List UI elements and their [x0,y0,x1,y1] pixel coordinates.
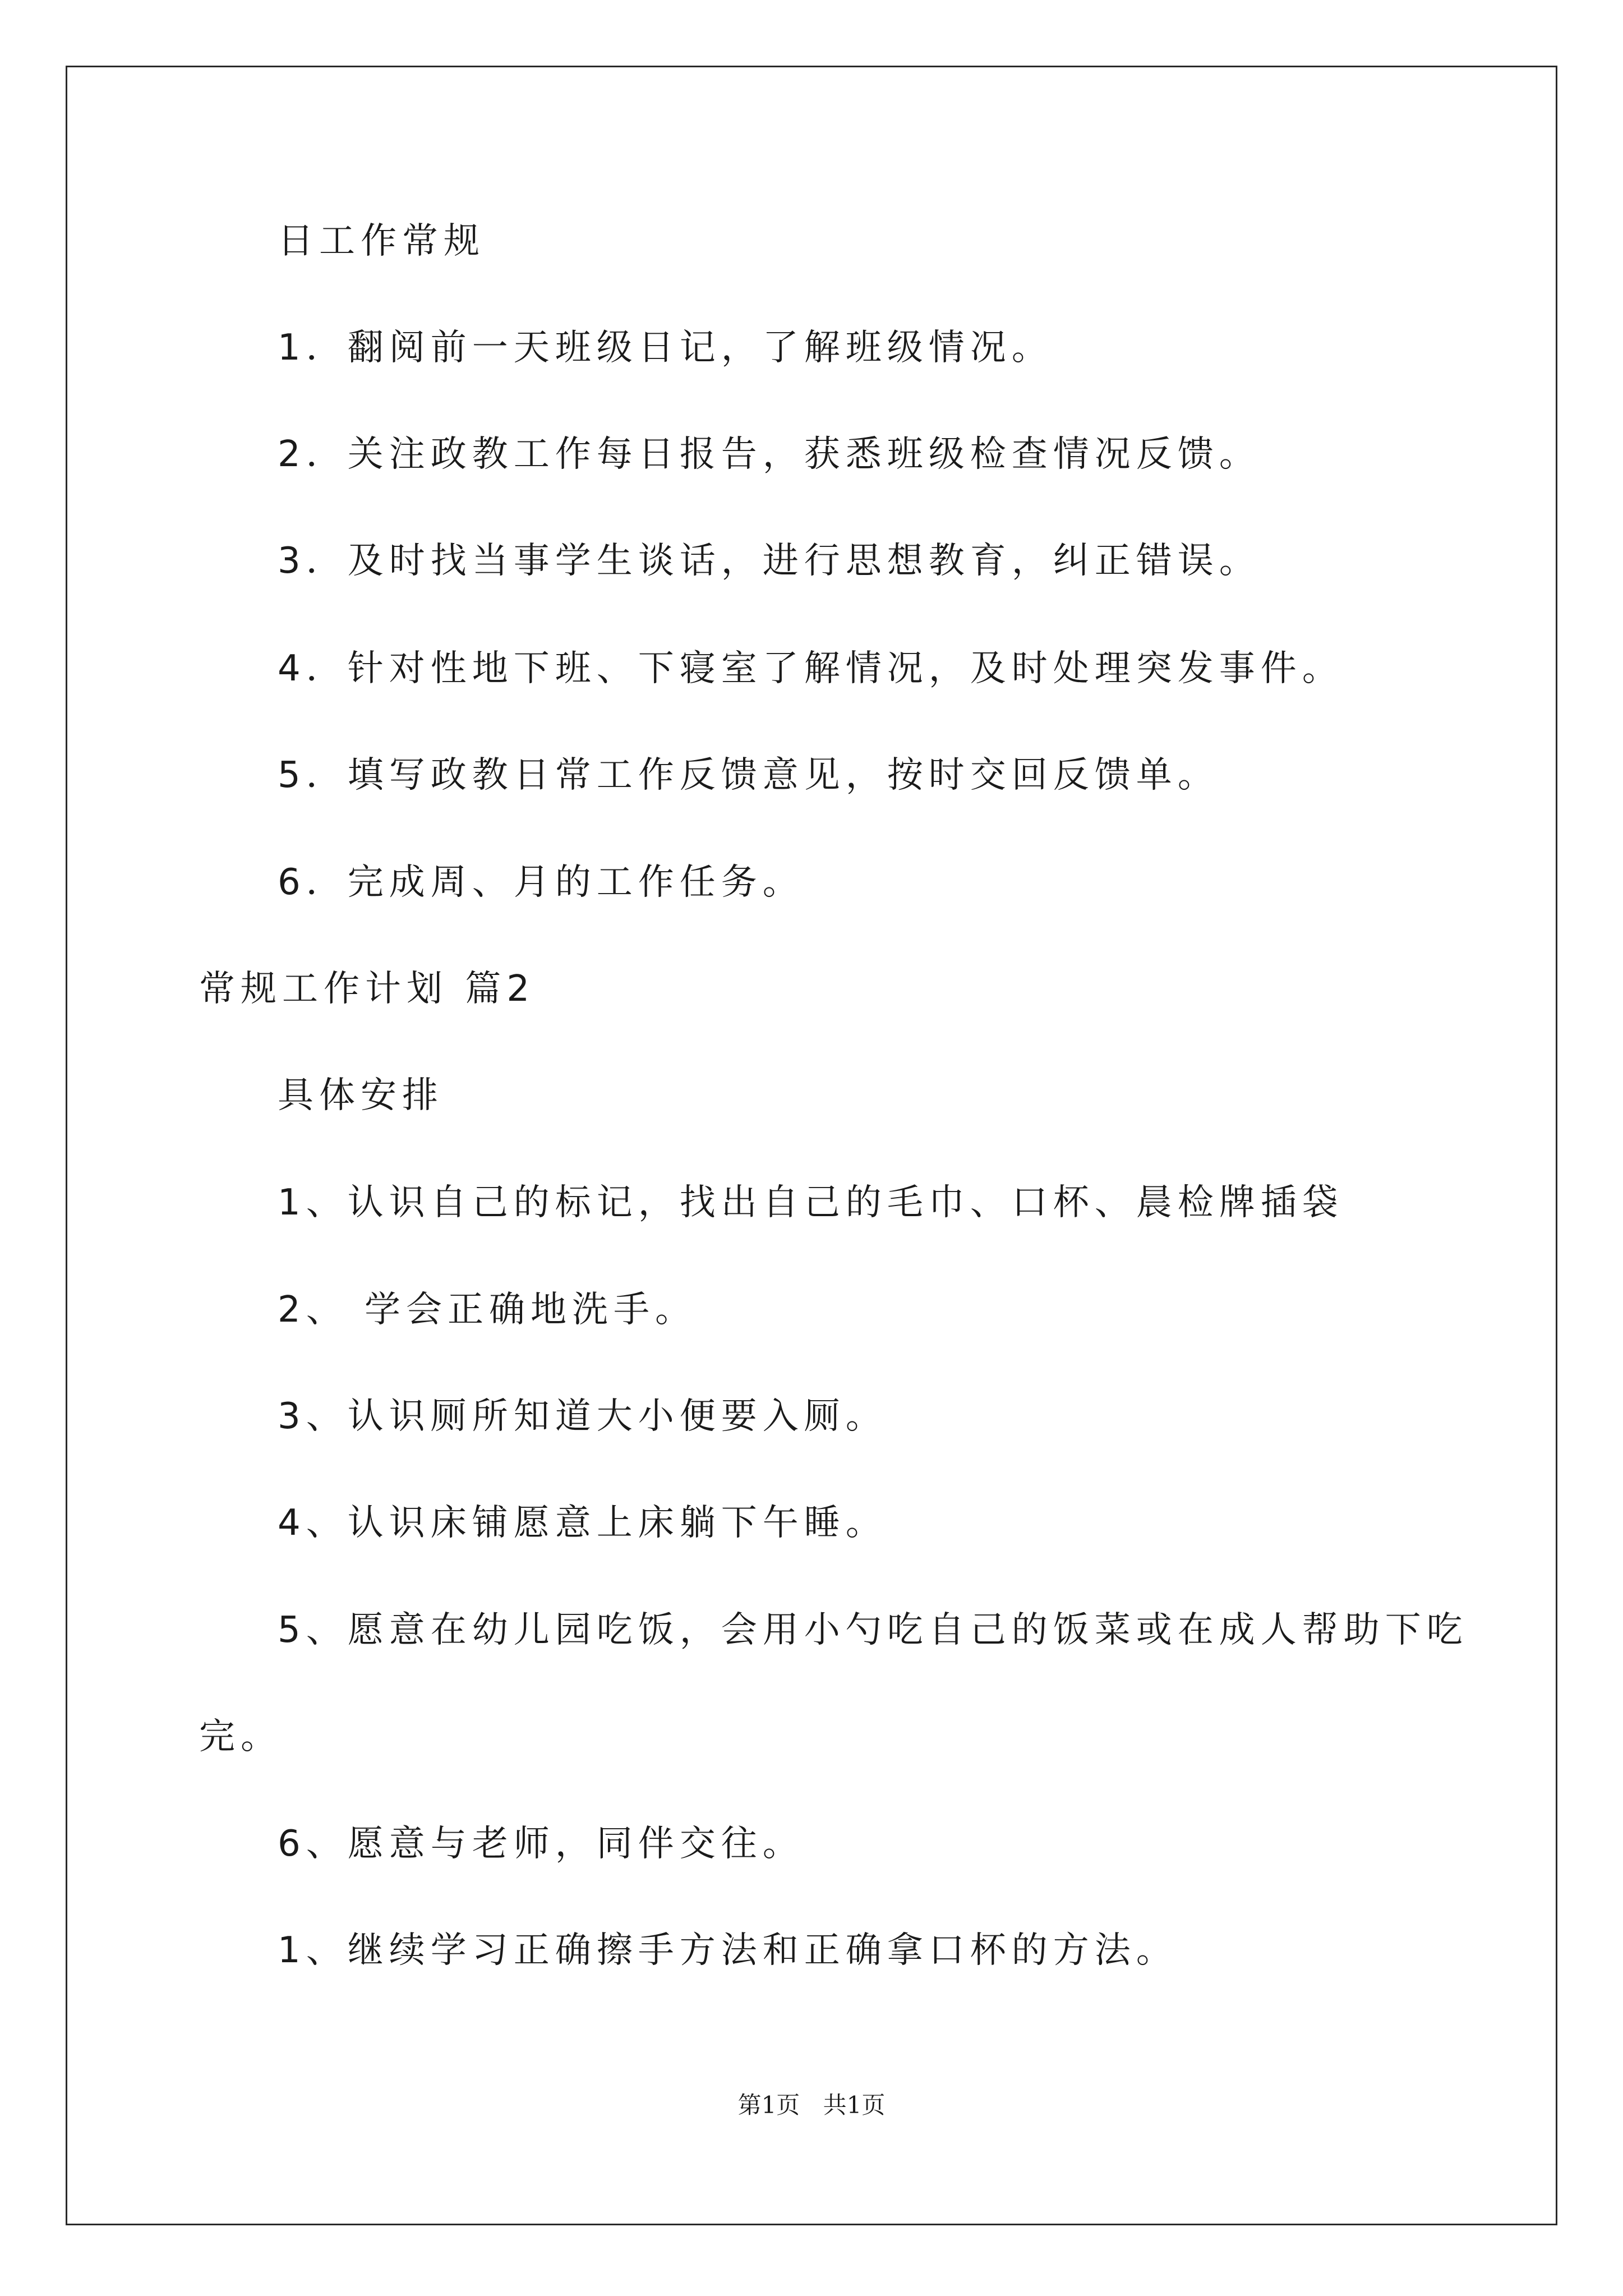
list-item: 6、愿意与老师，同伴交往。 [278,1823,804,1865]
page-number-total: 共1页 [823,2091,886,2119]
page-number-current: 第1页 [737,2091,800,2119]
list-item: 6．完成周、月的工作任务。 [278,862,804,903]
list-item: 4．针对性地下班、下寝室了解情况，及时处理突发事件。 [278,648,1344,689]
list-item: 5、愿意在幼儿园吃饭，会用小勺吃自己的饭菜或在成人帮助下吃 [278,1609,1468,1651]
list-item-continuation: 完。 [199,1716,282,1757]
list-item: 3、认识厕所知道大小便要入厕。 [278,1396,887,1437]
list-item: 2．关注政教工作每日报告，获悉班级检查情况反馈。 [278,434,1261,475]
list-item: 1．翻阅前一天班级日记，了解班级情况。 [278,327,1053,369]
page-border [66,66,1557,2225]
list-item: 2、 学会正确地洗手。 [278,1289,697,1331]
list-item: 4、认识床铺愿意上床躺下午睡。 [278,1502,887,1544]
section-title: 常规工作计划 篇2 [199,968,536,1010]
section-heading: 具体安排 [278,1075,444,1116]
list-item: 1、认识自己的标记，找出自己的毛巾、口杯、晨检牌插袋 [278,1182,1344,1223]
list-item: 1、继续学习正确擦手方法和正确拿口杯的方法。 [278,1930,1178,1971]
list-item: 5．填写政教日常工作反馈意见，按时交回反馈单。 [278,754,1219,796]
section-heading: 日工作常规 [278,220,485,262]
list-item: 3．及时找当事学生谈话，进行思想教育，纠正错误。 [278,540,1261,582]
page-footer [0,2087,1623,2120]
